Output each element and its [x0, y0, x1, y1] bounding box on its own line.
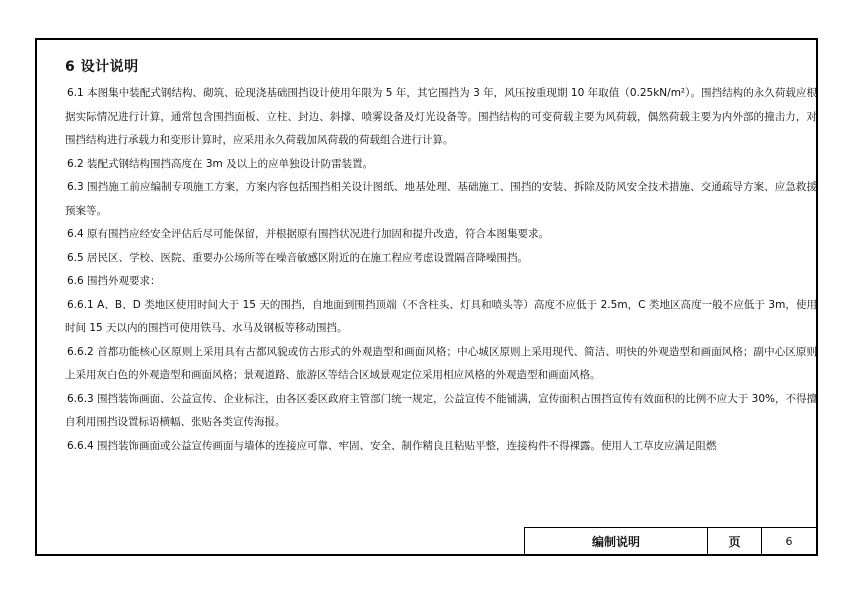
title-block [524, 527, 816, 554]
title-block-title: 编制说明 [524, 528, 707, 554]
paragraph-6-3: 6.3 围挡施工前应编制专项施工方案，方案内容包括围挡相关设计图纸、地基处理、基础施工、围挡的安装、拆除及防风安全技术措施、交通疏导方案、应急救援预案等。 [65, 181, 817, 217]
paragraph-6-6-1: 6.6.1 A、B、D 类地区使用时间大于 15 天的围挡，自地面到围挡顶端（不含柱头、灯具和喷头等）高度不应低于 2.5m，C 类地区高度一般不应低于 3m，使用时间 15 天以内的围挡可使用铁马、水马及钢板等移动围挡。 [65, 298, 817, 334]
paragraph-6-5: 6.5 居民区、学校、医院、重要办公场所等在噪音敏感区附近的在施工程应考虑设置隔音降噪围挡。 [67, 251, 529, 264]
paragraph-6-6-4: 6.6.4 围挡装饰画面或公益宣传画面与墙体的连接应可靠、牢固、安全、制作精良且粘贴平整，连接构件不得裸露。使用人工草皮应满足阻燃 [67, 439, 717, 452]
paragraph-6-6-2: 6.6.2 首都功能核心区原则上采用具有古都风貌或仿古形式的外观造型和画面风格；中心城区原则上采用现代、简洁、明快的外观造型和画面风格；副中心区原则上采用灰白色的外观造型和画面风格；景观道路、旅游区等结合区域景观定位采用相应风格的外观造型和画面风格。 [65, 345, 817, 381]
paragraph-6-6-3: 6.6.3 围挡装饰画面、公益宣传、企业标注，由各区委区政府主管部门统一规定，公益宣传不能铺满，宣传面积占围挡宣传有效面积的比例不应大于 30%，不得擅自利用围挡设置标语横幅、张贴各类宣传海报。 [65, 392, 817, 428]
section-title: 6 设计说明 [65, 59, 139, 75]
paragraph-6-4: 6.4 原有围挡应经安全评估后尽可能保留，并根据原有围挡状况进行加固和提升改造，符合本图集要求。 [67, 228, 550, 240]
title-block-page-label: 页 [707, 528, 761, 554]
paragraph-6-2: 6.2 装配式钢结构围挡高度在 3m 及以上的应单独设计防雷装置。 [67, 157, 374, 170]
title-block-page-number: 6 [761, 528, 816, 554]
content-area [65, 56, 817, 458]
paragraph-6-1: 6.1 本图集中装配式钢结构、砌筑、砼现浇基础围挡设计使用年限为 5 年，其它围挡为 3 年，风压按重现期 10 年取值（0.25kN/m²）。围挡结构的永久荷载应根据实际情况进行计算，通常包含围挡面板、立柱、封边、斜撑、喷雾设备及灯光设备等。围挡结构的可变荷载主要为风荷载，偶然荷载主要为内外部的撞击力，对围挡结构进行承载力和变形计算时，应采用永久荷载加风荷载的荷载组合进行计算。 [65, 87, 817, 146]
drawing-frame [35, 38, 818, 556]
paragraph-6-6: 6.6 围挡外观要求： [67, 275, 161, 287]
